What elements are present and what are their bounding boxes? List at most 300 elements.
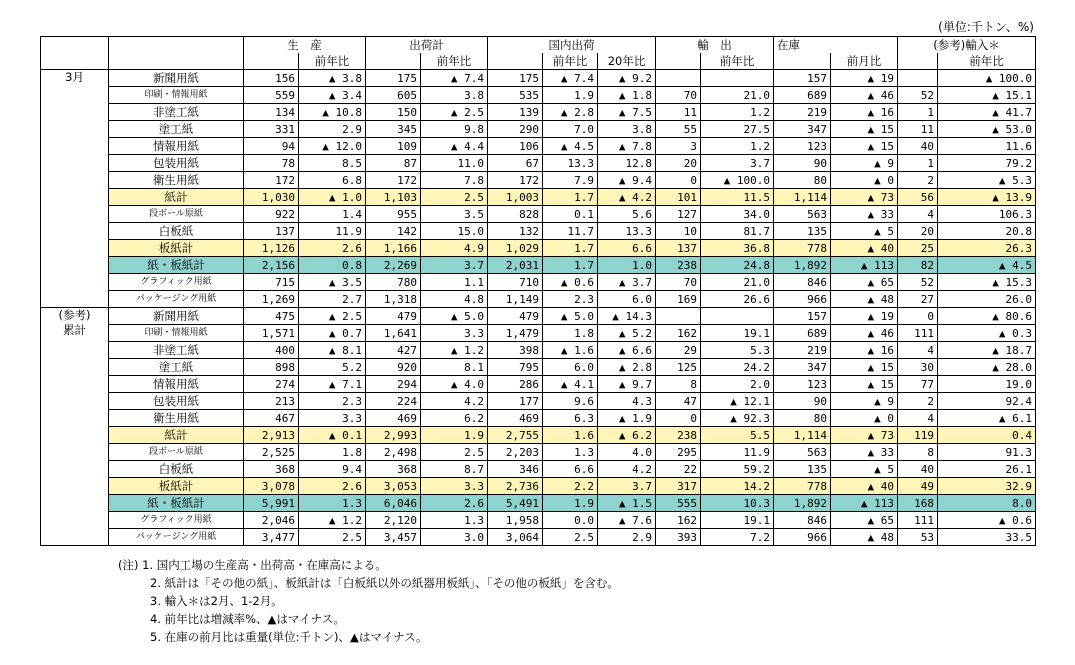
table-cell: ▲ 48 [831, 529, 898, 546]
row-label: 塗工紙 [109, 359, 244, 376]
table-cell: ▲ 28.0 [938, 359, 1036, 376]
subheader-inventory-mom: 前月比 [831, 53, 898, 70]
table-cell: 1,029 [488, 240, 543, 257]
table-cell: 6.8 [299, 172, 366, 189]
table-cell: 1 [898, 155, 938, 172]
footnote-line: 4. 前年比は増減率%、▲はマイナス。 [150, 612, 346, 626]
table-cell [701, 308, 774, 325]
table-cell: 0.8 [299, 257, 366, 274]
table-cell: 19.1 [701, 512, 774, 529]
table-cell: 0.4 [938, 427, 1036, 444]
table-cell: 172 [488, 172, 543, 189]
table-cell: ▲ 65 [831, 274, 898, 291]
table-cell: 3.7 [421, 257, 488, 274]
subheader-exports-yoy: 前年比 [701, 53, 774, 70]
table-cell: 4.0 [598, 444, 656, 461]
table-cell: 80 [774, 172, 831, 189]
table-cell: 219 [774, 342, 831, 359]
table-row [41, 393, 1036, 410]
table-cell: 274 [244, 376, 299, 393]
row-label: 包装用紙 [109, 155, 244, 172]
table-cell: 563 [774, 444, 831, 461]
table-cell: ▲ 40 [831, 240, 898, 257]
table-cell: ▲ 15 [831, 376, 898, 393]
table-row [41, 308, 1036, 325]
table-cell: 2.5 [421, 444, 488, 461]
table-cell: 172 [244, 172, 299, 189]
table-cell: 1,958 [488, 512, 543, 529]
table-cell: 106 [488, 138, 543, 155]
table-cell: 795 [488, 359, 543, 376]
table-cell: 2,156 [244, 257, 299, 274]
row-label: 白板紙 [109, 461, 244, 478]
table-cell [656, 70, 701, 87]
table-cell: 1,166 [366, 240, 421, 257]
col-header-production: 生 産 [244, 37, 366, 54]
table-cell: 559 [244, 87, 299, 104]
table-cell: 213 [244, 393, 299, 410]
table-cell: ▲ 2.8 [598, 359, 656, 376]
row-label: 非塗工紙 [109, 342, 244, 359]
table-cell: ▲ 0.6 [543, 274, 598, 291]
table-cell: ▲ 9.4 [598, 172, 656, 189]
table-cell: ▲ 9.2 [598, 70, 656, 87]
table-cell: 21.0 [701, 87, 774, 104]
table-cell: 469 [366, 410, 421, 427]
table-cell: ▲ 48 [831, 291, 898, 308]
table-cell: ▲ 15.3 [938, 274, 1036, 291]
table-cell: 6.0 [543, 359, 598, 376]
table-row [41, 291, 1036, 308]
table-cell: 5.5 [701, 427, 774, 444]
table-cell: ▲ 15 [831, 138, 898, 155]
table-cell: 9.6 [543, 393, 598, 410]
table-row [41, 512, 1036, 529]
col-header-exports: 輸 出 [656, 37, 774, 54]
table-cell: ▲ 46 [831, 325, 898, 342]
table-cell: 966 [774, 291, 831, 308]
table-cell: 5.6 [598, 206, 656, 223]
table-cell: 3.8 [421, 87, 488, 104]
table-cell: 2,755 [488, 427, 543, 444]
table-cell: 92.4 [938, 393, 1036, 410]
subheader-imports-yoy: 前年比 [938, 53, 1036, 70]
table-cell: 2.6 [421, 495, 488, 512]
section-label-line1: (参考) [58, 308, 91, 322]
table-cell: 2.3 [543, 291, 598, 308]
table-cell: 2,120 [366, 512, 421, 529]
table-cell: 828 [488, 206, 543, 223]
table-cell: 1.3 [421, 512, 488, 529]
col-header-domestic: 国内出荷 [488, 37, 656, 54]
table-cell: 2,031 [488, 257, 543, 274]
table-cell: 59.2 [701, 461, 774, 478]
table-cell: 1,318 [366, 291, 421, 308]
table-cell: 79.2 [938, 155, 1036, 172]
table-cell: 2,525 [244, 444, 299, 461]
table-cell: 40 [898, 138, 938, 155]
table-cell: 29 [656, 342, 701, 359]
table-cell: ▲ 1.9 [598, 410, 656, 427]
table-cell: 317 [656, 478, 701, 495]
table-cell: 295 [656, 444, 701, 461]
table-cell: 30 [898, 359, 938, 376]
table-cell: 1 [898, 104, 938, 121]
col-header-inventory: 在庫 [774, 37, 898, 54]
table-cell: 25 [898, 240, 938, 257]
table-row [41, 325, 1036, 342]
table-cell: ▲ 15 [831, 359, 898, 376]
table-cell: 2.6 [299, 478, 366, 495]
table-cell: 1,892 [774, 257, 831, 274]
table-cell: 13.3 [598, 223, 656, 240]
table-cell: ▲ 7.5 [598, 104, 656, 121]
table-cell: 1.7 [543, 189, 598, 206]
footnote-line: (注) 1. 国内工場の生産高・出荷高・在庫高による。 [118, 558, 387, 572]
table-cell: ▲ 1.8 [598, 87, 656, 104]
table-cell: 142 [366, 223, 421, 240]
table-cell [701, 70, 774, 87]
table-cell: 2,993 [366, 427, 421, 444]
table-cell: 780 [366, 274, 421, 291]
table-cell: 6.0 [598, 291, 656, 308]
table-row [41, 87, 1036, 104]
table-cell: ▲ 1.2 [299, 512, 366, 529]
header-row-1 [41, 37, 1036, 54]
table-cell: ▲ 2.5 [421, 104, 488, 121]
table-cell: 715 [244, 274, 299, 291]
table-cell: 1.1 [421, 274, 488, 291]
table-cell: 1,114 [774, 189, 831, 206]
table-cell: 40 [898, 461, 938, 478]
table-cell: 56 [898, 189, 938, 206]
table-cell: 13.3 [543, 155, 598, 172]
table-cell: 1.6 [543, 427, 598, 444]
table-cell: 20.8 [938, 223, 1036, 240]
table-cell: ▲ 6.2 [598, 427, 656, 444]
row-label: 包装用紙 [109, 393, 244, 410]
table-cell: ▲ 4.2 [598, 189, 656, 206]
subheader-shipments-yoy: 前年比 [421, 53, 488, 70]
table-cell: 4 [898, 342, 938, 359]
table-cell: 14.2 [701, 478, 774, 495]
table-cell: 555 [656, 495, 701, 512]
table-cell: 1,892 [774, 495, 831, 512]
table-cell: 19.1 [701, 325, 774, 342]
row-label: 新聞用紙 [109, 308, 244, 325]
table-cell: ▲ 5 [831, 461, 898, 478]
table-cell: ▲ 41.7 [938, 104, 1036, 121]
table-cell: 4 [898, 206, 938, 223]
table-cell: ▲ 7.1 [299, 376, 366, 393]
table-cell: 3,477 [244, 529, 299, 546]
table-cell: 32.9 [938, 478, 1036, 495]
table-cell: 2.9 [299, 121, 366, 138]
table-cell: ▲ 46 [831, 87, 898, 104]
table-cell: 67 [488, 155, 543, 172]
table-cell: 127 [656, 206, 701, 223]
table-row [41, 189, 1036, 206]
table-cell: 475 [244, 308, 299, 325]
table-cell: 78 [244, 155, 299, 172]
table-cell: 81.7 [701, 223, 774, 240]
table-cell: 1.7 [543, 240, 598, 257]
table-cell: ▲ 5.2 [598, 325, 656, 342]
table-cell: 3.0 [421, 529, 488, 546]
table-cell: ▲ 9 [831, 155, 898, 172]
table-cell: ▲ 1.5 [598, 495, 656, 512]
table-cell: 53 [898, 529, 938, 546]
table-cell: 1,126 [244, 240, 299, 257]
table-row [41, 172, 1036, 189]
subheader-domestic-y20: 20年比 [598, 53, 656, 70]
table-cell: 3.7 [598, 478, 656, 495]
table-cell: ▲ 33 [831, 444, 898, 461]
row-label: パッケージング用紙 [109, 291, 244, 308]
row-label: 白板紙 [109, 223, 244, 240]
table-cell: 101 [656, 189, 701, 206]
row-label: パッケージング用紙 [109, 529, 244, 546]
table-cell: 11.9 [299, 223, 366, 240]
table-cell: ▲ 4.1 [543, 376, 598, 393]
table-cell: 6.6 [543, 461, 598, 478]
table-cell: 469 [488, 410, 543, 427]
table-cell: 955 [366, 206, 421, 223]
table-row [41, 495, 1036, 512]
table-cell: ▲ 73 [831, 427, 898, 444]
table-cell: 238 [656, 427, 701, 444]
table-row [41, 342, 1036, 359]
table-cell: 6.6 [598, 240, 656, 257]
table-cell: 1.8 [543, 325, 598, 342]
table-cell: 3 [656, 138, 701, 155]
table-cell: 8.7 [421, 461, 488, 478]
table-cell: 1.4 [299, 206, 366, 223]
table-cell: 24.2 [701, 359, 774, 376]
table-cell: 1,030 [244, 189, 299, 206]
table-cell: 55 [656, 121, 701, 138]
table-cell: 347 [774, 359, 831, 376]
table-row [41, 376, 1036, 393]
table-cell: 2.5 [299, 529, 366, 546]
table-cell: 11 [656, 104, 701, 121]
table-cell: 2,913 [244, 427, 299, 444]
table-cell: ▲ 0 [831, 172, 898, 189]
table-row [41, 206, 1036, 223]
table-row [41, 274, 1036, 291]
table-cell: ▲ 0.6 [938, 512, 1036, 529]
table-cell: 2,046 [244, 512, 299, 529]
table-cell: 4 [898, 410, 938, 427]
table-cell: 5,491 [488, 495, 543, 512]
table-cell: 347 [774, 121, 831, 138]
table-cell: 22 [656, 461, 701, 478]
row-label: 衛生用紙 [109, 172, 244, 189]
table-cell: 11 [898, 121, 938, 138]
table-cell: 26.0 [938, 291, 1036, 308]
table-cell: 49 [898, 478, 938, 495]
table-cell: ▲ 113 [831, 495, 898, 512]
table-cell: 427 [366, 342, 421, 359]
table-cell: 2,203 [488, 444, 543, 461]
footnote-line: 3. 輸入＊は2月、1-2月。 [150, 594, 283, 608]
row-label: 情報用紙 [109, 138, 244, 155]
table-cell: 5,991 [244, 495, 299, 512]
table-cell: 2.2 [543, 478, 598, 495]
table-cell: 11.7 [543, 223, 598, 240]
subheader-domestic-yoy: 前年比 [543, 53, 598, 70]
table-cell: 9.4 [299, 461, 366, 478]
row-label: 印刷・情報用紙 [109, 87, 244, 104]
table-cell: 11.6 [938, 138, 1036, 155]
table-cell: 2.0 [701, 376, 774, 393]
table-cell: ▲ 15 [831, 121, 898, 138]
table-cell: ▲ 5.3 [938, 172, 1036, 189]
table-cell: ▲ 16 [831, 104, 898, 121]
table-cell: 2.7 [299, 291, 366, 308]
table-cell: 119 [898, 427, 938, 444]
table-cell: 20 [656, 155, 701, 172]
table-cell: 710 [488, 274, 543, 291]
table-cell: 2,736 [488, 478, 543, 495]
table-cell: ▲ 19 [831, 308, 898, 325]
table-cell: 139 [488, 104, 543, 121]
table-cell: 26.6 [701, 291, 774, 308]
table-cell: 286 [488, 376, 543, 393]
table-row [41, 478, 1036, 495]
table-cell: 36.8 [701, 240, 774, 257]
table-cell: ▲ 100.0 [938, 70, 1036, 87]
table-cell: 3,064 [488, 529, 543, 546]
table-cell: 0 [656, 410, 701, 427]
table-cell: 0 [656, 172, 701, 189]
table-cell: ▲ 33 [831, 206, 898, 223]
table-row [41, 444, 1036, 461]
footnotes [118, 556, 619, 646]
table-cell: ▲ 3.4 [299, 87, 366, 104]
paper-statistics-table [40, 36, 1036, 546]
table-row [41, 240, 1036, 257]
table-cell: ▲ 6.1 [938, 410, 1036, 427]
table-cell: 368 [366, 461, 421, 478]
table-row [41, 104, 1036, 121]
table-cell: 156 [244, 70, 299, 87]
row-label: 板紙計 [109, 240, 244, 257]
table-cell: ▲ 53.0 [938, 121, 1036, 138]
table-cell: 70 [656, 274, 701, 291]
table-cell: 6,046 [366, 495, 421, 512]
table-row [41, 461, 1036, 478]
table-cell: 0.1 [543, 206, 598, 223]
row-label: 段ボール原紙 [109, 444, 244, 461]
table-cell: 7.2 [701, 529, 774, 546]
table-cell: 2,498 [366, 444, 421, 461]
table-cell: 467 [244, 410, 299, 427]
table-cell: 162 [656, 325, 701, 342]
table-cell: ▲ 1.2 [421, 342, 488, 359]
table-cell: ▲ 4.5 [543, 138, 598, 155]
table-cell: 34.0 [701, 206, 774, 223]
table-cell: 94 [244, 138, 299, 155]
table-cell: ▲ 12.0 [299, 138, 366, 155]
section-label [41, 308, 109, 546]
table-cell: 10.3 [701, 495, 774, 512]
table-cell: 20 [898, 223, 938, 240]
table-row [41, 257, 1036, 274]
row-label: 板紙計 [109, 478, 244, 495]
table-cell: 2.5 [421, 189, 488, 206]
footnote-line: 5. 在庫の前月比は重量(単位:千トン)、▲はマイナス。 [150, 630, 428, 644]
table-cell: ▲ 8.1 [299, 342, 366, 359]
table-cell: ▲ 14.3 [598, 308, 656, 325]
section-label-line2: 累計 [63, 323, 86, 337]
table-cell: 2.9 [598, 529, 656, 546]
table-cell: 1.9 [421, 427, 488, 444]
table-cell: 157 [774, 70, 831, 87]
row-label: 紙計 [109, 189, 244, 206]
table-cell: ▲ 4.5 [938, 257, 1036, 274]
table-cell: 3,078 [244, 478, 299, 495]
table-cell: 1,103 [366, 189, 421, 206]
table-cell: 7.9 [543, 172, 598, 189]
table-cell: 1.7 [543, 257, 598, 274]
table-cell: ▲ 16 [831, 342, 898, 359]
table-cell: 177 [488, 393, 543, 410]
table-cell: 2,269 [366, 257, 421, 274]
table-cell: ▲ 73 [831, 189, 898, 206]
table-cell: ▲ 9 [831, 393, 898, 410]
table-cell: ▲ 19 [831, 70, 898, 87]
table-cell: 162 [656, 512, 701, 529]
table-cell: 400 [244, 342, 299, 359]
table-cell: 8.1 [421, 359, 488, 376]
table-cell: ▲ 5.0 [543, 308, 598, 325]
table-cell: ▲ 15.1 [938, 87, 1036, 104]
table-cell: ▲ 1.0 [299, 189, 366, 206]
table-cell: 21.0 [701, 274, 774, 291]
table-cell: ▲ 100.0 [701, 172, 774, 189]
table-cell: 175 [488, 70, 543, 87]
table-cell [898, 70, 938, 87]
table-row [41, 427, 1036, 444]
table-cell: 778 [774, 240, 831, 257]
table-cell: ▲ 3.7 [598, 274, 656, 291]
table-cell: ▲ 3.5 [299, 274, 366, 291]
table-cell: 109 [366, 138, 421, 155]
table-cell: 1.3 [543, 444, 598, 461]
table-cell: ▲ 10.8 [299, 104, 366, 121]
row-label: グラフィック用紙 [109, 274, 244, 291]
table-cell: 15.0 [421, 223, 488, 240]
table-cell: 219 [774, 104, 831, 121]
table-cell: 689 [774, 325, 831, 342]
table-cell: 33.5 [938, 529, 1036, 546]
table-cell [656, 308, 701, 325]
table-cell: 1.2 [701, 138, 774, 155]
table-cell: ▲ 7.4 [543, 70, 598, 87]
table-cell: 3.3 [421, 478, 488, 495]
table-cell: 8.5 [299, 155, 366, 172]
row-label: 非塗工紙 [109, 104, 244, 121]
table-cell: 11.9 [701, 444, 774, 461]
table-cell: 1.9 [543, 87, 598, 104]
table-row [41, 529, 1036, 546]
table-cell: 4.3 [598, 393, 656, 410]
table-cell: 134 [244, 104, 299, 121]
table-cell: 920 [366, 359, 421, 376]
table-cell: ▲ 0.3 [938, 325, 1036, 342]
table-row [41, 223, 1036, 240]
